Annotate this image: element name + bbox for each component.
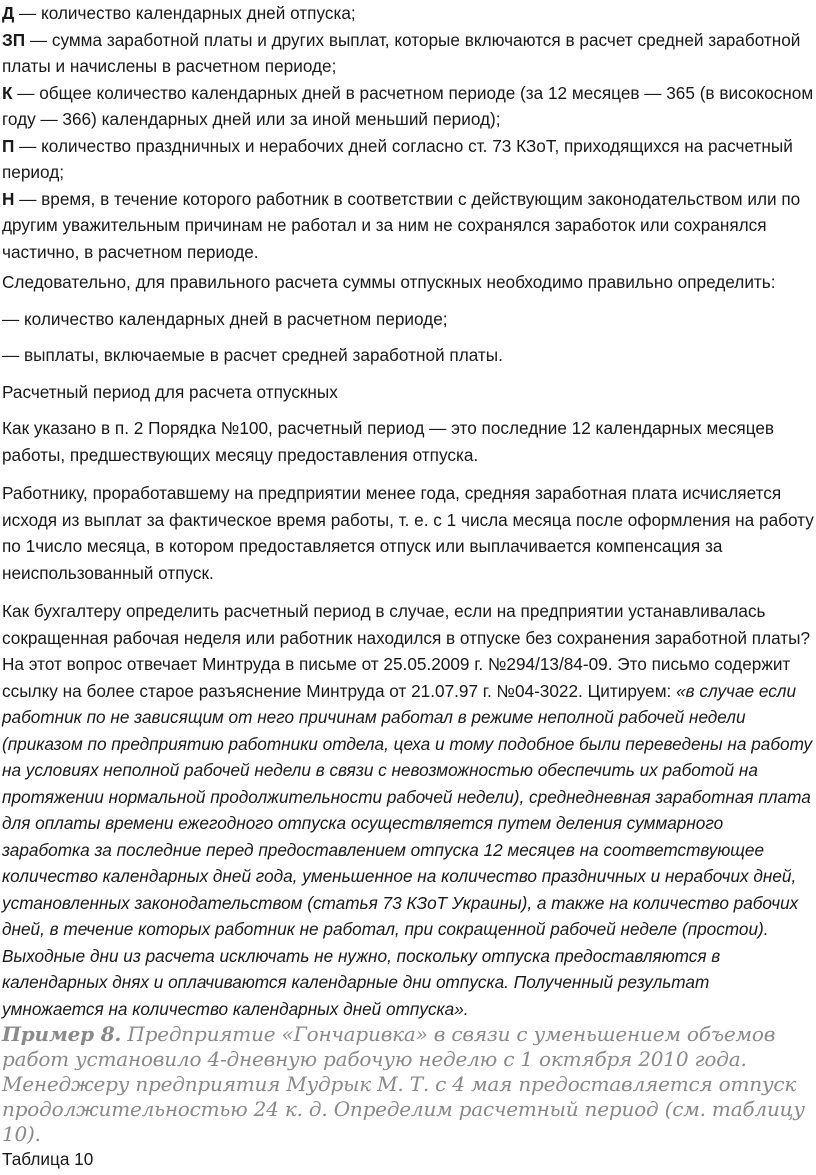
conclusion-text: Следовательно, для правильного расчета суммы отпускных необходимо правильно определить: — [2, 272, 776, 292]
example-8 — [2, 1022, 814, 1147]
definition-d — [2, 0, 814, 27]
paragraph-less-than-year: Работнику, проработавшему на предприятии менее года, средняя заработная плата исчисляется исходя из выплат за фактическое время работы, т. е. с 1 числа месяца после оформления на работу по 1число месяца, в котором предоставляется отпуск или выплачивается компенсация за неиспользованный отпуск. — [2, 483, 814, 583]
table-caption: Таблица 10 — [2, 1149, 94, 1169]
definition-term: Н — [2, 188, 15, 209]
ministry-quote: «в случае если работник по не зависящим от него причинам работал в режиме неполной рабочей недели (приказом по предприятию работники отдела, цеха и тому подобное были переведены на работу на условиях неполной рабочей недели в связи с невозможностью обеспечить их работой на протяжении нормальной продолжительности рабочей недели), среднедневная заработная плата для оплаты времени ежегодного отпуска осуществляется путем деления суммарного заработка за последние перед предоставлением отпуска 12 месяцев на соответствующее количество календарных дней года, уменьшенное на количество праздничных и нерабочих дней, установленных законодательством (статья 73 КЗоТ Украины), а также на количество рабочих дней, в течение которых работник не работал, при сокращенной рабочей неделе (простои). Выходные дни из расчета исключать не нужно, поскольку отпуска предоставляются в календарных днях и оплачиваются календарные дни отпуска. Полученный результат умножается на количество календарных дней отпуска». — [2, 680, 813, 1019]
definition-zp — [2, 27, 814, 80]
definition-text: — сумма заработной платы и других выплат, которые включаются в расчет средней заработной платы и начислены в расчетном периоде; — [2, 29, 801, 76]
definition-n — [2, 186, 814, 266]
definition-term: ЗП — [2, 29, 26, 50]
definitions-list — [2, 0, 814, 265]
example-text: Предприятие «Гончаривка» в связи с уменьшением объемов работ установило 4-дневную рабочую неделю с 1 октября 2010 года. Менеджеру предприятия Мудрык М. Т. с 4 мая предоставляется отпуск продолжительностью 24 к. д. Определим расчетный период (см. таблицу 10). — [2, 1022, 805, 1146]
definition-term: К — [2, 82, 13, 103]
paragraph-plain-text: Как бухгалтеру определить расчетный период в случае, если на предприятии устанавливалась сокращенная рабочая неделя или работник находился в отпуске без сохранения заработной платы? На этот вопрос отвечает Минтруда в письме от 25.05.2009 г. №294/13/84-09. Это письмо содержит ссылку на более старое разъяснение Минтруда от 21.07.97 г. №04-3022. Цитируем: — [2, 601, 811, 701]
section-subheading: Расчетный период для расчета отпускных — [2, 381, 338, 402]
definition-k — [2, 80, 814, 133]
paragraph-shortened-week — [2, 598, 814, 1022]
bullet-calendar-days: — количество календарных дней в расчетном периоде; — [2, 308, 448, 329]
definition-text: — время, в течение которого работник в соответствии с действующим законодательством или по другим уважительным причинам не работал и за ним не сохранялся заработок или сохранялся частично, в расчетном периоде. — [2, 188, 801, 262]
bullet-payments: — выплаты, включаемые в расчет средней заработной платы. — [2, 345, 503, 365]
definition-text: — общее количество календарных дней в расчетном периоде (за 12 месяцев — 365 (в високосном году — 366) календарных дней или за иной меньший период); — [2, 82, 814, 129]
paragraph-period-definition: Как указано в п. 2 Порядка №100, расчетный период — это последние 12 календарных месяцев работы, предшествующих месяцу предоставления отпуска. — [2, 418, 775, 465]
definition-p — [2, 133, 814, 186]
definition-term: Д — [2, 3, 15, 23]
definition-term: П — [2, 135, 15, 156]
definition-text: — количество календарных дней отпуска; — [14, 3, 356, 23]
example-title: Пример 8. — [2, 1022, 122, 1046]
definition-text: — количество праздничных и нерабочих дней согласно ст. 73 КЗоТ, приходящихся на расчетный период; — [2, 135, 793, 182]
